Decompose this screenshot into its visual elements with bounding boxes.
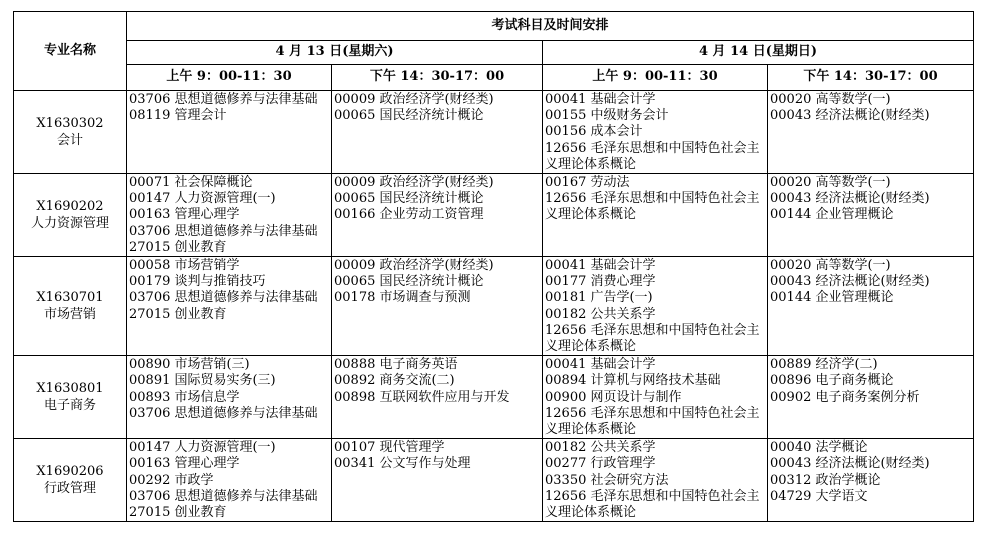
subject-item: 00893 市场信息学	[129, 389, 240, 405]
day-1-header: 4 月 13 日(星期六)	[127, 41, 543, 65]
subject-cell	[768, 356, 974, 439]
subject-item: 03706 思想道德修养与法律基础	[129, 223, 318, 239]
subject-item: 00892 商务交流(二)	[334, 373, 455, 389]
subject-cell	[543, 356, 768, 439]
subject-item: 00888 电子商务英语	[334, 357, 458, 373]
subject-item: 00144 企业管理概论	[770, 290, 894, 306]
day-2-morning-header: 上午 9：00-11：30	[543, 65, 768, 91]
subject-item: 00902 电子商务案例分析	[770, 389, 920, 405]
subject-item: 00043 经济法概论(财经类)	[770, 191, 930, 207]
subject-item: 03706 思想道德修养与法律基础	[129, 92, 318, 107]
subject-item: 00020 高等数学(一)	[770, 92, 891, 107]
subject-item: 00155 中级财务会计	[545, 108, 669, 124]
subject-cell	[127, 439, 332, 522]
major-code: X1690206	[36, 464, 104, 480]
subject-item: 00179 谈判与推销技巧	[129, 274, 266, 290]
subject-item: 00177 消费心理学	[545, 274, 656, 290]
subject-item: 12656 毛泽东思想和中国特色社会主义理论体系概论	[545, 191, 760, 223]
subject-item: 04729 大学语文	[770, 488, 868, 504]
major-name: 会计	[56, 133, 83, 148]
subject-item: 00891 国际贸易实务(三)	[129, 373, 276, 389]
subject-item: 00020 高等数学(一)	[770, 258, 891, 274]
subject-item: 00156 成本会计	[545, 124, 643, 140]
subject-item: 00065 国民经济统计概论	[334, 274, 484, 290]
subject-cell	[543, 257, 768, 356]
subject-cell	[127, 91, 332, 174]
subject-item: 12656 毛泽东思想和中国特色社会主义理论体系概论	[545, 322, 760, 355]
subject-item: 08119 管理会计	[129, 108, 227, 124]
subject-cell	[332, 257, 543, 356]
subject-item: 00009 政治经济学(财经类)	[334, 175, 494, 191]
subject-item: 00894 计算机与网络技术基础	[545, 373, 721, 389]
subject-item: 00889 经济学(二)	[770, 357, 878, 373]
subject-item: 00292 市政学	[129, 472, 214, 488]
subject-item: 00182 公共关系学	[545, 440, 656, 456]
subject-item: 00041 基础会计学	[545, 357, 656, 373]
day-2-header: 4 月 14 日(星期日)	[543, 41, 974, 65]
subject-item: 00043 经济法概论(财经类)	[770, 274, 930, 290]
table-row	[14, 91, 974, 174]
major-name: 市场营销	[43, 307, 96, 323]
subject-cell	[127, 257, 332, 356]
subject-item: 27015 创业教育	[129, 505, 227, 521]
subject-item: 00009 政治经济学(财经类)	[334, 92, 494, 107]
subject-item: 00896 电子商务概论	[770, 373, 894, 389]
major-cell	[14, 257, 127, 356]
major-code: X1690202	[36, 199, 104, 215]
subject-item: 00312 政治学概论	[770, 472, 881, 488]
subject-item: 00277 行政管理学	[545, 456, 656, 472]
subject-item: 00041 基础会计学	[545, 92, 656, 107]
subject-item: 00900 网页设计与制作	[545, 389, 682, 405]
major-name-header: 专业名称	[14, 12, 127, 91]
subject-item: 12656 毛泽东思想和中国特色社会主义理论体系概论	[545, 405, 760, 438]
subject-item: 00144 企业管理概论	[770, 207, 894, 223]
subject-item: 00107 现代管理学	[334, 440, 445, 456]
exam-schedule-table	[13, 11, 974, 522]
subject-item: 00181 广告学(一)	[545, 290, 653, 306]
major-name: 行政管理	[43, 481, 96, 497]
subject-cell	[127, 356, 332, 439]
major-code: X1630801	[36, 381, 104, 397]
subject-item: 00163 管理心理学	[129, 456, 240, 472]
subject-item: 00890 市场营销(三)	[129, 357, 250, 373]
subject-item: 00166 企业劳动工资管理	[334, 207, 484, 223]
subject-item: 00009 政治经济学(财经类)	[334, 258, 494, 274]
day-1-afternoon-header: 下午 14：30-17：00	[332, 65, 543, 91]
subject-item: 03706 思想道德修养与法律基础	[129, 290, 318, 306]
subject-item: 00341 公文写作与处理	[334, 456, 471, 472]
subject-item: 00041 基础会计学	[545, 258, 656, 274]
subject-cell	[332, 174, 543, 257]
subject-item: 12656 毛泽东思想和中国特色社会主义理论体系概论	[545, 488, 760, 521]
major-cell	[14, 91, 127, 174]
subject-item: 27015 创业教育	[129, 306, 227, 322]
major-cell	[14, 356, 127, 439]
subject-item: 00065 国民经济统计概论	[334, 191, 484, 207]
subject-item: 00147 人力资源管理(一)	[129, 440, 276, 456]
table-row	[14, 174, 974, 257]
subject-item: 00163 管理心理学	[129, 207, 240, 223]
subject-cell	[768, 439, 974, 522]
major-cell	[14, 439, 127, 522]
table-row	[14, 356, 974, 439]
subject-cell	[543, 91, 768, 174]
subject-item: 00178 市场调查与预测	[334, 290, 471, 306]
subject-cell	[332, 356, 543, 439]
subject-item: 00147 人力资源管理(一)	[129, 191, 276, 207]
subject-cell	[768, 174, 974, 257]
subject-item: 12656 毛泽东思想和中国特色社会主义理论体系概论	[545, 140, 760, 172]
day-2-afternoon-header: 下午 14：30-17：00	[768, 65, 974, 91]
schedule-title-header: 考试科目及时间安排	[127, 12, 974, 41]
subject-cell	[768, 91, 974, 174]
major-name: 电子商务	[43, 398, 96, 414]
subject-item: 03706 思想道德修养与法律基础	[129, 488, 318, 504]
subject-item: 00071 社会保障概论	[129, 175, 253, 191]
table-row	[14, 439, 974, 522]
table-row	[14, 257, 974, 356]
subject-item: 03350 社会研究方法	[545, 472, 669, 488]
major-name: 人力资源管理	[30, 216, 109, 232]
subject-cell	[127, 174, 332, 257]
day-1-morning-header: 上午 9：00-11：30	[127, 65, 332, 91]
subject-item: 00043 经济法概论(财经类)	[770, 108, 930, 124]
subject-cell	[332, 91, 543, 174]
subject-item: 00065 国民经济统计概论	[334, 108, 484, 124]
subject-item: 00898 互联网软件应用与开发	[334, 389, 510, 405]
subject-item: 00020 高等数学(一)	[770, 175, 891, 191]
major-code: X1630701	[36, 290, 104, 306]
subject-item: 03706 思想道德修养与法律基础	[129, 405, 318, 421]
major-cell	[14, 174, 127, 257]
subject-item: 00043 经济法概论(财经类)	[770, 456, 930, 472]
subject-item: 00167 劳动法	[545, 175, 630, 191]
subject-cell	[543, 439, 768, 522]
subject-cell	[332, 439, 543, 522]
subject-cell	[768, 257, 974, 356]
major-code: X1630302	[36, 116, 104, 131]
subject-item: 00182 公共关系学	[545, 306, 656, 322]
subject-item: 00040 法学概论	[770, 440, 868, 456]
subject-item: 00058 市场营销学	[129, 258, 240, 274]
subject-item: 27015 创业教育	[129, 239, 227, 255]
subject-cell	[543, 174, 768, 257]
